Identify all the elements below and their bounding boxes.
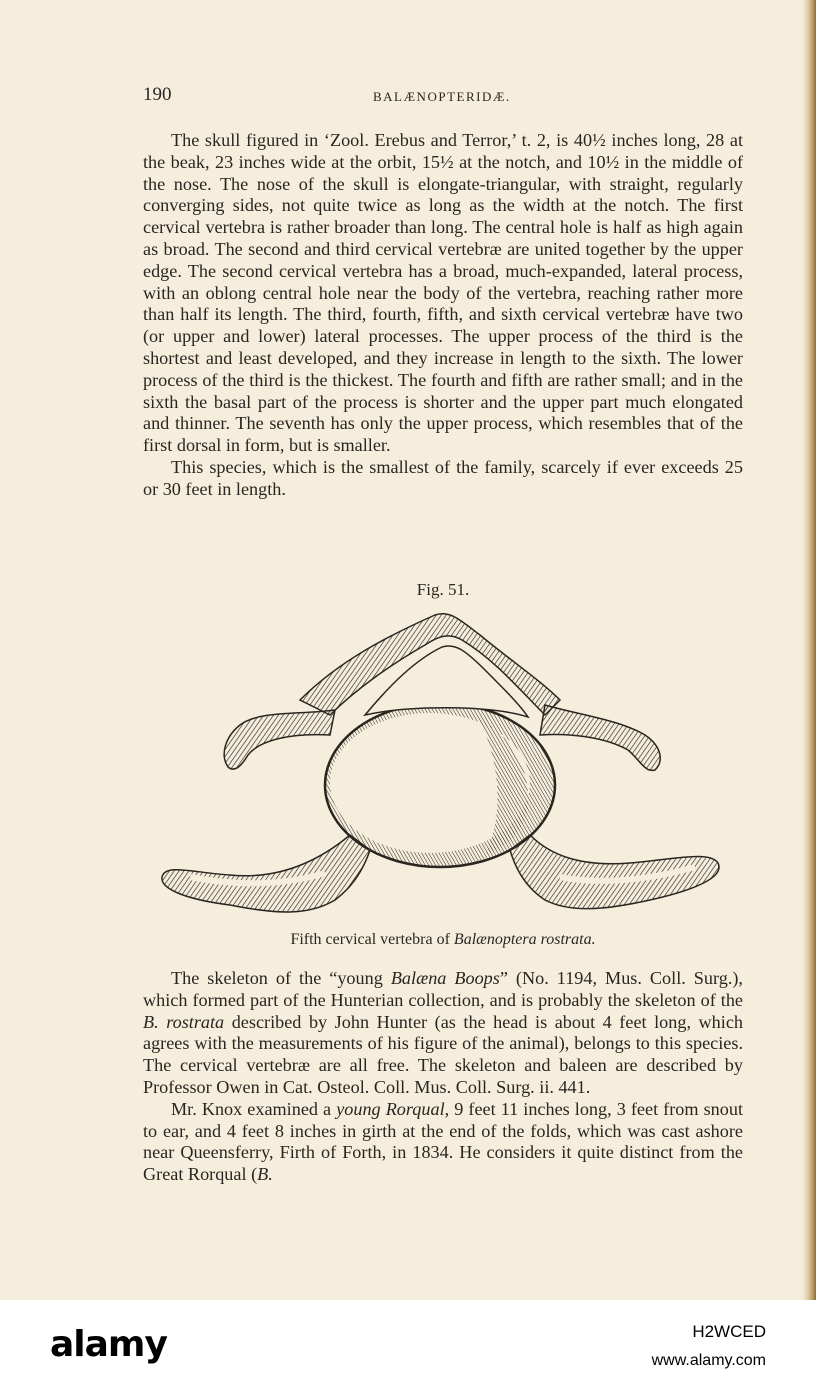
page-number: 190 bbox=[143, 84, 172, 105]
paragraph-species-size: This species, which is the smallest of the family, scarcely if ever exceeds 25 or 30 feet in length. bbox=[143, 456, 743, 499]
footer-url: www.alamy.com bbox=[651, 1352, 766, 1369]
body-text-top bbox=[143, 130, 743, 501]
caption-text: Fifth cervical vertebra of bbox=[290, 931, 454, 948]
running-head: BALÆNOPTERIDÆ. bbox=[373, 89, 511, 104]
paragraph-knox: Mr. Knox examined a young Rorqual, 9 feet 11 inches long, 3 feet from snout to ear, and 4 feet 8 inches in girth at the end of the folds, which was cast ashore near Queensferry, Firth of Forth, in 1834. He considers it quite distinct from the Great Rorqual (B. bbox=[143, 1098, 743, 1185]
image-id: H2WCED bbox=[692, 1322, 766, 1341]
alamy-logo: alamy bbox=[50, 1324, 167, 1365]
vertebra-illustration bbox=[150, 605, 730, 930]
paragraph-skeleton: The skeleton of the “young Balæna Boops” (No. 1194, Mus. Coll. Surg.), which formed part of the Hunterian collection, and is probably the skeleton of the B. rostrata described by John Hunter (as the head is about 4 feet long, which agrees with the measurements of his figure of the animal), belongs to this species. The cervical vertebræ are all free. The skeleton and baleen are described by Professor Owen in Cat. Osteol. Coll. Mus. Coll. Surg. ii. 441. bbox=[143, 968, 743, 1097]
vertebra-drawing bbox=[150, 605, 730, 930]
caption-species: Balænoptera rostrata. bbox=[453, 931, 596, 948]
page-edge bbox=[802, 0, 816, 1300]
left-lower-process bbox=[162, 835, 370, 912]
left-upper-process bbox=[224, 710, 335, 769]
watermark-footer bbox=[0, 1300, 816, 1390]
figure-label: Fig. 51. bbox=[416, 580, 470, 599]
body-text-bottom bbox=[143, 968, 743, 1186]
figure-caption bbox=[143, 931, 743, 949]
right-upper-process bbox=[540, 705, 660, 770]
paragraph-skull: The skull figured in ‘Zool. Erebus and Terror,’ t. 2, is 40½ inches long, 28 at the beak, 23 inches wide at the orbit, 15½ at the notch, and 10½ in the middle of the nose. The nose of the skull is elongate-triangular, with straight, regularly converging sides, not quite twice as long as the width at the notch. The first cervical vertebra is rather broader than long. The central hole is half as high again as broad. The second and third cervical vertebræ are united together by the upper edge. The second cervical vertebra has a broad, much-expanded, lateral process, with an oblong central hole near the body of the vertebra, reaching rather more than half its length. The third, fourth, fifth, and sixth cervical vertebræ have two (or upper and lower) lateral processes. The upper process of the third is the shortest and least developed, and they increase in length to the sixth. The lower process of the third is the thickest. The fourth and fifth are rather small; and in the sixth the basal part of the process is shorter and the upper part much elongated and thinner. The seventh has only the upper process, which resembles that of the first dorsal in form, but is smaller. bbox=[143, 130, 743, 456]
